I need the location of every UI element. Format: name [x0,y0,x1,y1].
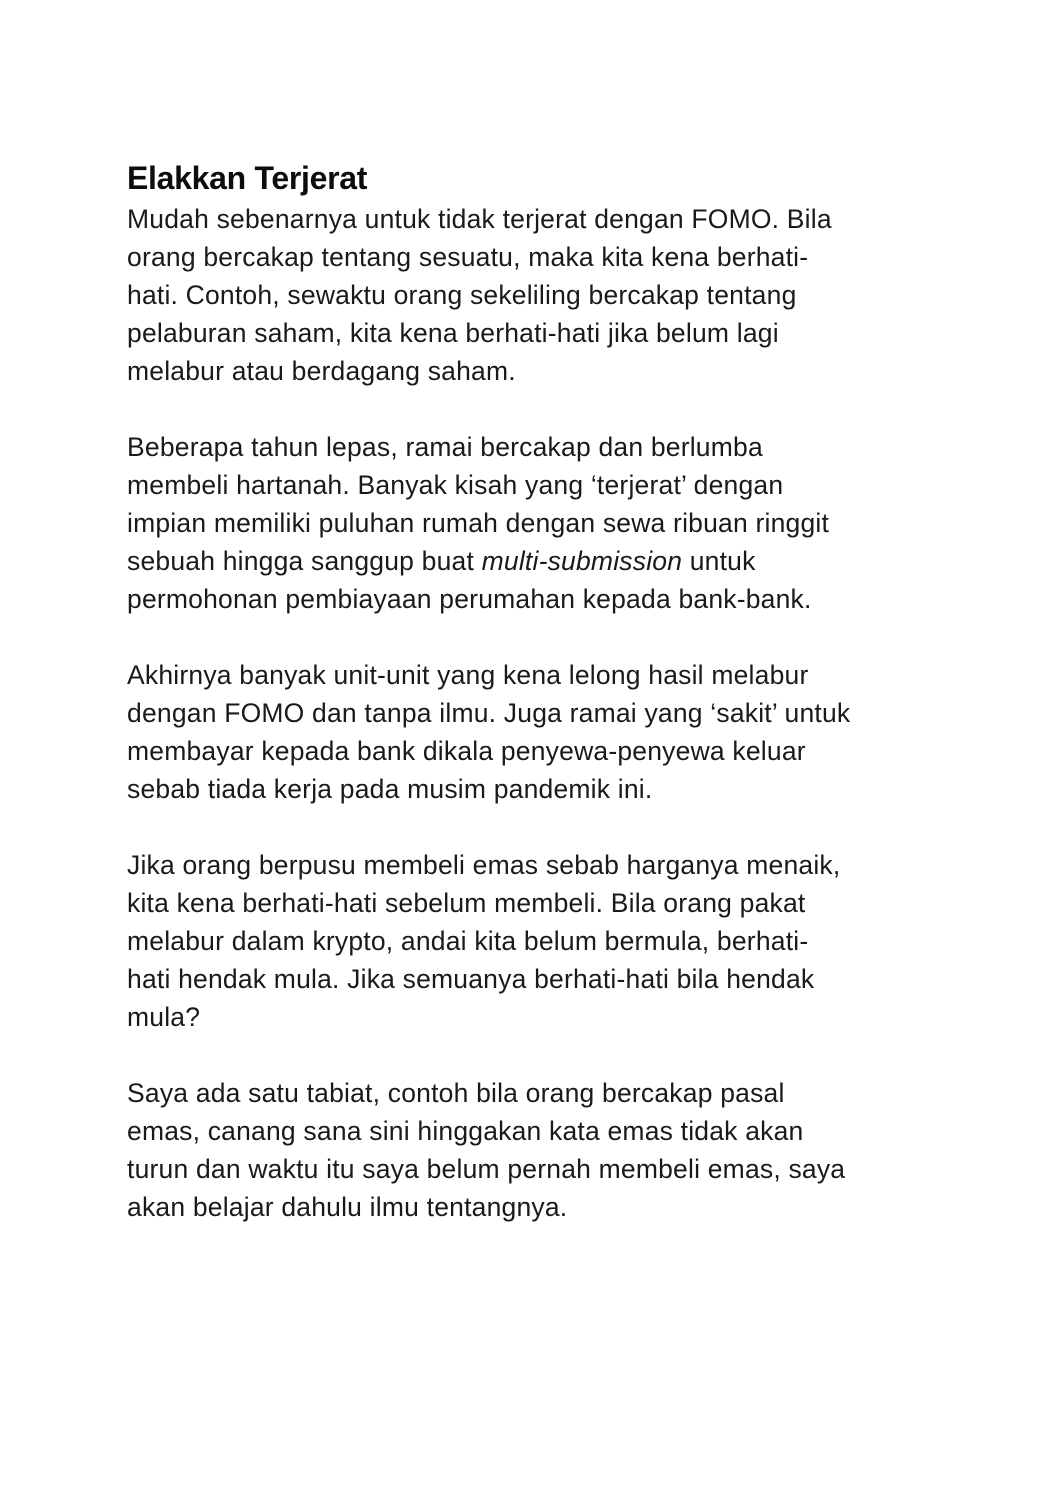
text-line: orang bercakap tentang sesuatu, maka kita kena berhati- [127,242,809,272]
text-line: sebab tiada kerja pada musim pandemik ini. [127,774,653,804]
text-line: hati hendak mula. Jika semuanya berhati-hati bila hendak [127,964,815,994]
section-heading: Elakkan Terjerat [127,160,368,196]
paragraph-4 [127,846,937,1036]
text-line: Jika orang berpusu membeli emas sebab harganya menaik, [127,850,841,880]
text-line: melabur dalam krypto, andai kita belum bermula, berhati- [127,926,809,956]
text-line: kita kena berhati-hati sebelum membeli. Bila orang pakat [127,888,806,918]
text-line: akan belajar dahulu ilmu tentangnya. [127,1192,568,1222]
italic-term: multi-submission [481,546,683,576]
text-line: Akhirnya banyak unit-unit yang kena lelong hasil melabur [127,660,809,690]
paragraph-5 [127,1074,937,1226]
article-body [127,156,937,1264]
text-segment: untuk [682,546,756,576]
text-line-with-emphasis [127,542,937,580]
text-line: pelaburan saham, kita kena berhati-hati jika belum lagi [127,318,779,348]
text-segment: sebuah hingga sanggup buat [127,546,482,576]
text-line: dengan FOMO dan tanpa ilmu. Juga ramai yang ‘sakit’ untuk [127,698,851,728]
text-line: mula? [127,1002,201,1032]
text-line: membeli hartanah. Banyak kisah yang ‘terjerat’ dengan [127,470,784,500]
text-line: emas, canang sana sini hinggakan kata emas tidak akan [127,1116,804,1146]
paragraph-3 [127,656,937,808]
text-line: Saya ada satu tabiat, contoh bila orang bercakap pasal [127,1078,785,1108]
text-line: membayar kepada bank dikala penyewa-penyewa keluar [127,736,806,766]
text-line: hati. Contoh, sewaktu orang sekeliling bercakap tentang [127,280,797,310]
text-line: Beberapa tahun lepas, ramai bercakap dan berlumba [127,432,763,462]
paragraph-1 [127,200,937,390]
text-line: permohonan pembiayaan perumahan kepada bank-bank. [127,584,812,614]
text-line: melabur atau berdagang saham. [127,356,516,386]
text-line: Mudah sebenarnya untuk tidak terjerat dengan FOMO. Bila [127,204,832,234]
paragraph-2 [127,428,937,618]
text-line: impian memiliki puluhan rumah dengan sewa ribuan ringgit [127,508,830,538]
text-line: turun dan waktu itu saya belum pernah membeli emas, saya [127,1154,846,1184]
